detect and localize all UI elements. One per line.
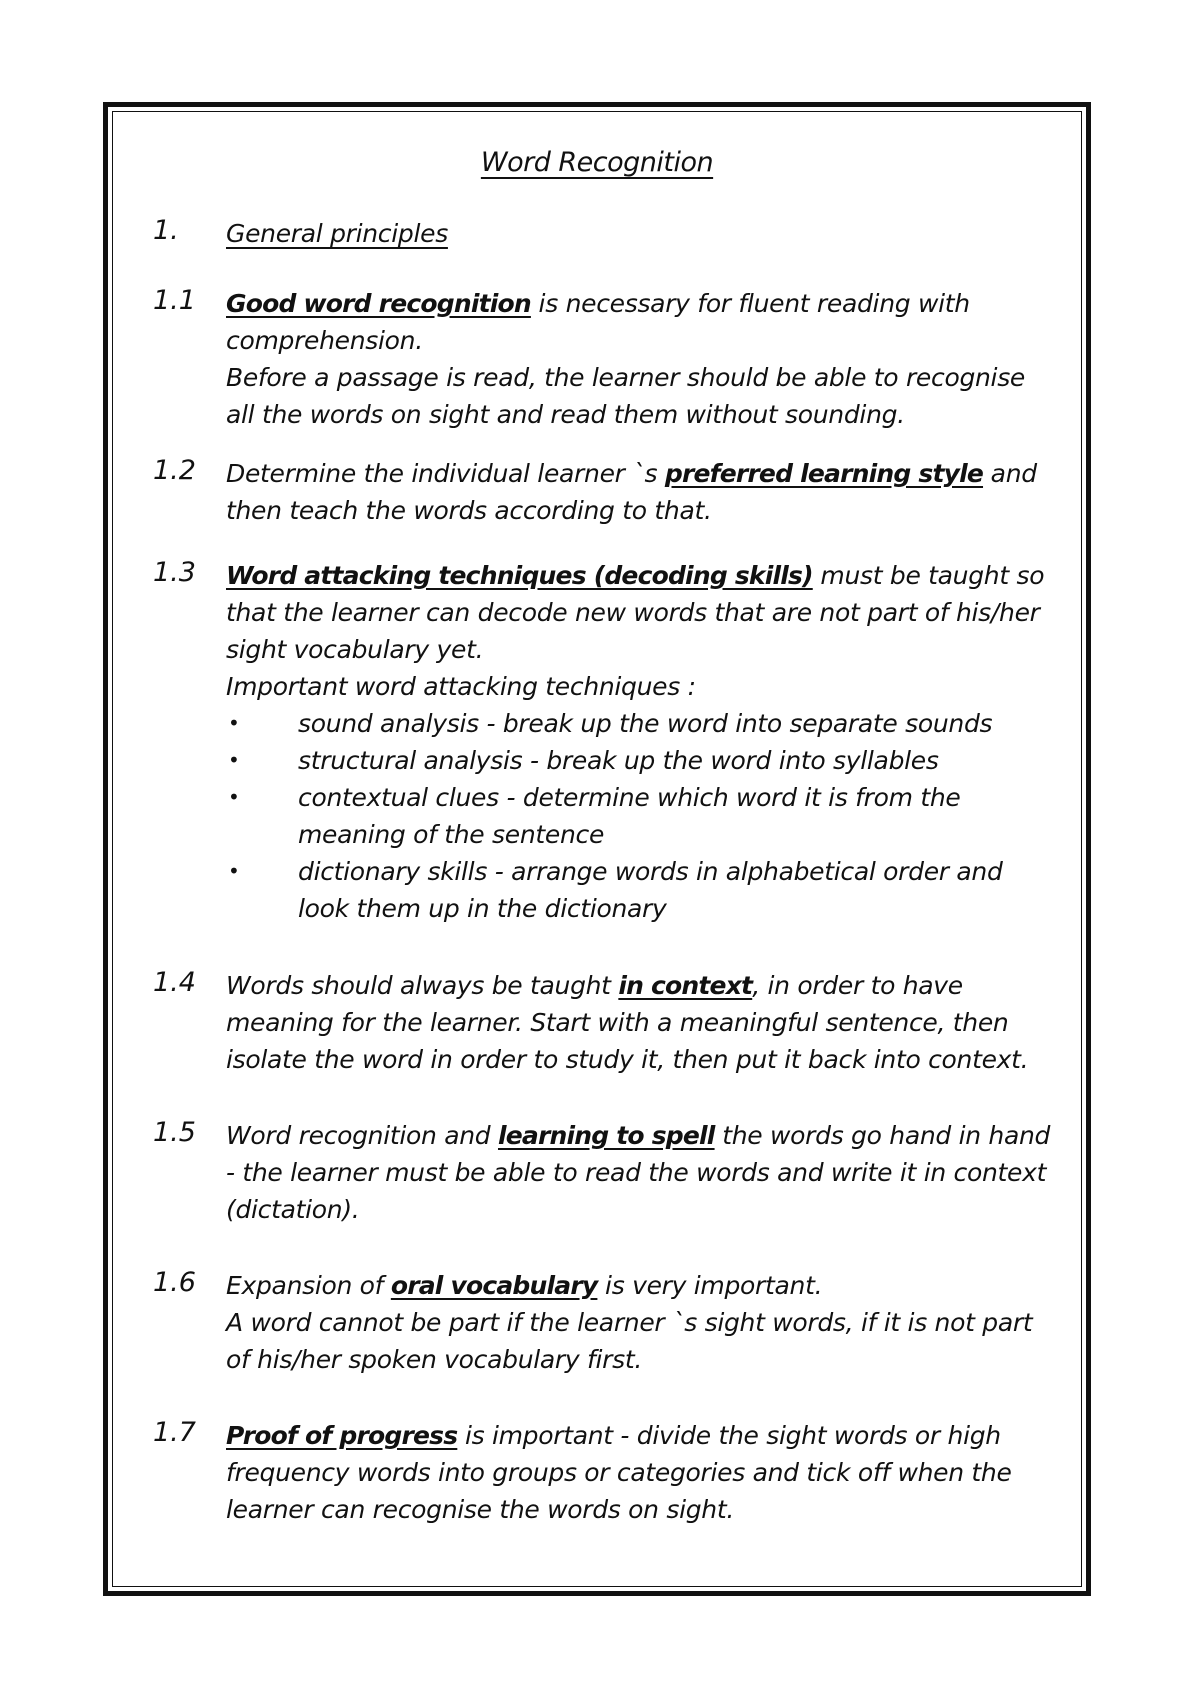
paragraph: Important word attacking techniques : — [226, 672, 696, 701]
keyword: Word attacking techniques (decoding skills) — [226, 561, 813, 590]
item-body — [226, 455, 1056, 529]
list-item-text: contextual clues - determine which word it is from the meaning of the sentence — [298, 783, 961, 849]
paragraph-text: , in order to have meaning for the learner. Start with a meaningful sentence, then isolate the word in order to study it, then put it back into context. — [226, 971, 1029, 1074]
section-title: General principles — [226, 219, 448, 248]
item-body — [226, 967, 1056, 1078]
paragraph-text: Words should always be taught — [226, 971, 619, 1000]
item-number: 1.5 — [153, 1117, 196, 1148]
item-body — [226, 557, 1056, 927]
list-item-text: dictionary skills - arrange words in alphabetical order and look them up in the dictionary — [298, 857, 1003, 923]
item-number: 1.7 — [153, 1417, 196, 1448]
list-item — [226, 742, 1056, 779]
list-item — [226, 779, 1056, 853]
bullet-icon: • — [228, 785, 240, 809]
paragraph-text: Word recognition and — [226, 1121, 498, 1150]
item-number: 1.1 — [153, 285, 196, 316]
keyword: preferred learning style — [664, 459, 984, 488]
paragraph-text: the words go hand in hand - the learner must be able to read the words and write it in context (dictation). — [226, 1121, 1051, 1224]
item-number: 1.2 — [153, 455, 196, 486]
page-border — [103, 102, 1091, 1596]
paragraph-text: is important - divide the sight words or high frequency words into groups or categories and tick off when the learner can recognise the words on sight. — [226, 1421, 1012, 1524]
keyword: Proof of progress — [226, 1421, 458, 1450]
paragraph: Before a passage is read, the learner should be able to recognise all the words on sight and read them without sounding. — [226, 363, 1026, 429]
list-item — [226, 853, 1056, 927]
paragraph — [226, 1267, 1056, 1304]
paragraph-text: and then teach the words according to that. — [226, 459, 1037, 525]
list-item-text: structural analysis - break up the word into syllables — [298, 746, 939, 775]
bullet-icon: • — [228, 711, 240, 735]
list-item-text: sound analysis - break up the word into separate sounds — [298, 709, 993, 738]
paragraph — [226, 967, 1056, 1078]
item-body — [226, 1417, 1056, 1528]
paragraph — [226, 285, 1056, 359]
keyword: in context — [618, 971, 753, 1000]
section-number: 1. — [153, 215, 179, 246]
item-body — [226, 285, 1056, 433]
paragraph — [226, 1417, 1056, 1528]
paragraph-text: Determine the individual learner `s — [226, 459, 665, 488]
item-number: 1.3 — [153, 557, 196, 588]
document-title — [108, 147, 1086, 178]
paragraph-text: is necessary for fluent reading with comprehension. — [226, 289, 970, 355]
bullet-icon: • — [228, 859, 240, 883]
item-body — [226, 1267, 1056, 1378]
keyword: Good word recognition — [226, 289, 531, 318]
bullet-icon: • — [228, 748, 240, 772]
document-title-text: Word Recognition — [480, 147, 714, 178]
paragraph-text: must be taught so that the learner can decode new words that are not part of his/her sight vocabulary yet. — [226, 561, 1045, 664]
keyword: learning to spell — [497, 1121, 715, 1150]
paragraph — [226, 557, 1056, 668]
paragraph — [226, 455, 1056, 529]
technique-list — [226, 705, 1056, 927]
item-number: 1.6 — [153, 1267, 196, 1298]
list-item — [226, 705, 1056, 742]
paragraph: A word cannot be part if the learner `s sight words, if it is not part of his/her spoken vocabulary first. — [226, 1308, 1033, 1374]
paragraph-text: is very important. — [597, 1271, 823, 1300]
paragraph — [226, 1117, 1056, 1228]
keyword: oral vocabulary — [390, 1271, 598, 1300]
item-number: 1.4 — [153, 967, 196, 998]
paragraph-text: Expansion of — [226, 1271, 391, 1300]
item-body — [226, 1117, 1056, 1228]
